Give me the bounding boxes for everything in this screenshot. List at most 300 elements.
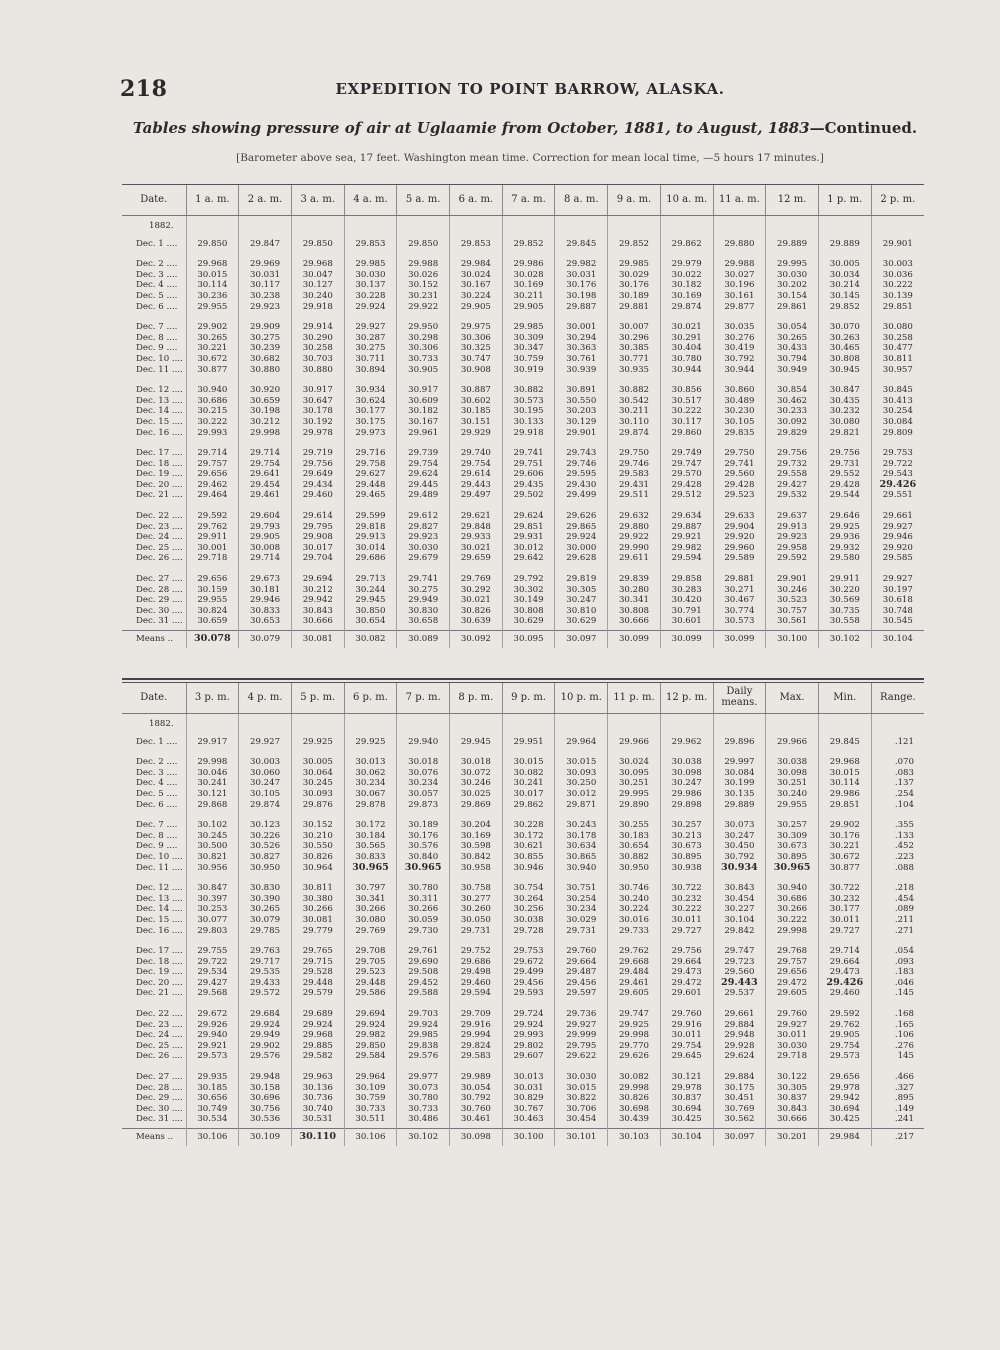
value-cell: 30.808	[502, 606, 555, 617]
value-cell: 29.614	[450, 469, 503, 480]
value-cell: 30.808	[818, 354, 871, 365]
value-cell: 30.054	[450, 1083, 503, 1094]
value-cell: 30.263	[818, 333, 871, 344]
value-cell: 29.716	[344, 441, 397, 459]
value-cell: 30.161	[713, 291, 766, 302]
value-cell: 29.860	[660, 428, 713, 442]
value-cell: 29.572	[239, 988, 292, 1002]
value-cell: 30.265	[239, 904, 292, 915]
empty-cell	[397, 714, 450, 730]
value-cell: 30.215	[186, 406, 239, 417]
date-cell: Dec. 26 ....	[136, 1051, 183, 1062]
value-cell: 30.073	[713, 813, 766, 831]
date-cell: Dec. 20 ....	[136, 479, 183, 490]
value-cell: .137	[871, 778, 924, 789]
value-cell: 29.626	[608, 1051, 661, 1065]
date-cell: Dec. 1 ....	[136, 736, 178, 747]
value-cell: 29.986	[502, 252, 555, 270]
value-cell: 29.874	[239, 800, 292, 814]
column-header: 7 p. m.	[397, 683, 450, 714]
value-cell: 30.940	[555, 863, 608, 877]
value-cell: 29.997	[713, 750, 766, 768]
empty-cell	[871, 216, 924, 232]
value-cell: 29.978	[291, 428, 344, 442]
value-cell: 30.189	[608, 291, 661, 302]
value-cell: 29.932	[818, 543, 871, 554]
value-cell: 30.137	[344, 280, 397, 291]
value-cell: 30.080	[871, 315, 924, 333]
value-cell: 29.431	[608, 480, 661, 491]
value-cell: 29.911	[186, 532, 239, 543]
value-cell: 29.634	[660, 504, 713, 522]
value-cell: 29.918	[291, 302, 344, 316]
value-cell: 29.523	[344, 967, 397, 978]
value-cell: 30.761	[555, 354, 608, 365]
empty-cell	[502, 216, 555, 232]
value-cell: 30.754	[502, 876, 555, 894]
value-cell: 30.244	[344, 585, 397, 596]
value-cell: 29.853	[450, 232, 503, 253]
value-cell: 30.746	[608, 876, 661, 894]
value-cell: 30.419	[713, 343, 766, 354]
empty-cell	[608, 216, 661, 232]
value-cell: 29.722	[186, 957, 239, 968]
value-cell: 30.624	[344, 396, 397, 407]
empty-cell	[871, 714, 924, 730]
value-cell: 29.656	[766, 967, 819, 978]
value-cell: 29.741	[397, 567, 450, 585]
value-cell: 30.467	[713, 595, 766, 606]
value-cell: .211	[871, 915, 924, 926]
value-cell: 30.062	[344, 768, 397, 779]
value-cell: 29.456	[502, 978, 555, 989]
table-row	[122, 1065, 924, 1083]
value-cell: 29.985	[502, 315, 555, 333]
value-cell: 29.922	[608, 532, 661, 543]
value-cell: 29.924	[502, 1020, 555, 1031]
value-cell: 29.769	[450, 567, 503, 585]
means-value: 30.092	[450, 631, 503, 648]
pressure-table-morning	[122, 184, 924, 648]
value-cell: 30.198	[555, 291, 608, 302]
value-cell: 30.005	[818, 252, 871, 270]
value-cell: .054	[871, 939, 924, 957]
value-cell: 29.904	[713, 522, 766, 533]
value-cell: 29.998	[239, 428, 292, 442]
value-cell: 29.605	[608, 988, 661, 1002]
value-cell: 29.534	[186, 967, 239, 978]
value-cell: 30.287	[344, 333, 397, 344]
value-cell: 29.535	[239, 967, 292, 978]
value-cell: 30.121	[660, 1065, 713, 1083]
table-row	[122, 343, 924, 354]
value-cell: 30.780	[660, 354, 713, 365]
value-cell: 29.445	[397, 480, 450, 491]
value-cell: 30.260	[450, 904, 503, 915]
value-cell: 29.968	[186, 252, 239, 270]
value-cell: 30.957	[871, 365, 924, 379]
table-row	[122, 406, 924, 417]
value-cell: 29.950	[397, 315, 450, 333]
value-cell: 29.960	[713, 543, 766, 554]
value-cell: 30.767	[502, 1104, 555, 1115]
value-cell: 30.254	[871, 406, 924, 417]
value-cell: 30.136	[291, 1083, 344, 1094]
value-cell: 30.821	[186, 852, 239, 863]
value-cell: 30.211	[502, 291, 555, 302]
date-cell: Dec. 29 ....	[136, 595, 183, 606]
means-value: 30.201	[766, 1129, 819, 1146]
date-cell: Dec. 27 ....	[136, 1072, 183, 1083]
value-cell: 30.686	[186, 396, 239, 407]
value-cell: 29.705	[344, 957, 397, 968]
value-cell: 29.715	[291, 957, 344, 968]
value-cell: 29.982	[555, 252, 608, 270]
column-header-date: Date.	[122, 683, 186, 714]
value-cell: 30.882	[502, 378, 555, 396]
value-cell: 29.628	[555, 553, 608, 567]
value-cell: 29.532	[766, 490, 819, 504]
value-cell: 29.460	[291, 490, 344, 504]
value-cell: 29.604	[239, 504, 292, 522]
value-cell: 30.228	[344, 291, 397, 302]
value-cell: 30.463	[502, 1114, 555, 1128]
date-cell: Dec. 10 ....	[136, 851, 183, 862]
value-cell: 30.018	[397, 750, 450, 768]
value-cell: 29.973	[344, 428, 397, 442]
table-row	[122, 1002, 924, 1020]
value-cell: 30.296	[608, 333, 661, 344]
value-cell: 30.634	[555, 841, 608, 852]
value-cell: 29.847	[239, 232, 292, 253]
date-cell: Dec. 22 ....	[136, 511, 183, 522]
value-cell: 29.998	[608, 1083, 661, 1094]
date-cell: Dec. 5 ....	[136, 788, 178, 799]
value-cell: 29.862	[502, 800, 555, 814]
value-cell: 29.850	[397, 232, 450, 253]
value-cell: 30.202	[766, 280, 819, 291]
value-cell: 29.718	[766, 1051, 819, 1065]
value-cell: 29.756	[660, 939, 713, 957]
value-cell: 29.884	[713, 1065, 766, 1083]
value-cell: 30.748	[871, 606, 924, 617]
value-cell: 30.029	[555, 915, 608, 926]
value-cell: 29.839	[608, 567, 661, 585]
value-cell: 29.852	[502, 232, 555, 253]
value-cell: 30.070	[818, 315, 871, 333]
value-cell: 30.294	[555, 333, 608, 344]
value-cell: 30.958	[450, 863, 503, 877]
value-cell: 30.176	[608, 280, 661, 291]
value-cell: 30.882	[608, 378, 661, 396]
means-row	[122, 1129, 924, 1146]
value-cell: 30.031	[502, 1083, 555, 1094]
value-cell: 29.986	[660, 789, 713, 800]
value-cell: 30.001	[555, 315, 608, 333]
value-cell: 30.031	[239, 270, 292, 281]
value-cell: 30.792	[713, 354, 766, 365]
date-cell: Dec. 23 ....	[136, 521, 183, 532]
value-cell: 30.686	[766, 894, 819, 905]
value-cell: 30.950	[239, 863, 292, 877]
empty-cell	[555, 216, 608, 232]
table-row	[122, 291, 924, 302]
value-cell: .093	[871, 957, 924, 968]
value-cell: 30.920	[239, 378, 292, 396]
value-cell: 30.837	[660, 1093, 713, 1104]
value-cell: 29.456	[555, 978, 608, 989]
value-cell: 29.714	[239, 553, 292, 567]
value-cell: 29.762	[186, 522, 239, 533]
value-cell: 30.247	[555, 595, 608, 606]
value-cell: 29.727	[818, 926, 871, 940]
value-cell: .070	[871, 750, 924, 768]
value-cell: 30.178	[555, 831, 608, 842]
column-header: 5 p. m.	[291, 683, 344, 714]
value-cell: 29.464	[186, 490, 239, 504]
value-cell: 29.576	[239, 1051, 292, 1065]
value-cell: 29.543	[871, 469, 924, 480]
value-cell: 29.862	[660, 232, 713, 253]
value-cell: 29.511	[608, 490, 661, 504]
value-cell: 29.982	[660, 543, 713, 554]
value-cell: 29.851	[818, 800, 871, 814]
value-cell: 29.924	[239, 1020, 292, 1031]
value-cell: 29.487	[555, 967, 608, 978]
means-value: 30.082	[344, 631, 397, 648]
value-cell: 30.826	[608, 1093, 661, 1104]
value-cell: 29.659	[450, 553, 503, 567]
value-cell: 30.015	[818, 768, 871, 779]
date-cell: Dec. 21 ....	[136, 490, 183, 501]
value-cell: 29.573	[186, 1051, 239, 1065]
column-header: 8 a. m.	[555, 185, 608, 216]
table-row	[122, 543, 924, 554]
value-cell: 30.016	[608, 915, 661, 926]
value-cell: 29.979	[660, 252, 713, 270]
value-cell: .254	[871, 789, 924, 800]
value-cell: 29.624	[713, 1051, 766, 1065]
value-cell: 30.025	[450, 789, 503, 800]
value-cell: 29.427	[766, 480, 819, 491]
table-row	[122, 1041, 924, 1052]
value-cell: 29.927	[239, 730, 292, 751]
value-cell: 29.607	[502, 1051, 555, 1065]
value-cell: 30.238	[239, 291, 292, 302]
column-header: 7 a. m.	[502, 185, 555, 216]
value-cell: 30.550	[291, 841, 344, 852]
value-cell: 29.694	[291, 567, 344, 585]
empty-cell	[397, 216, 450, 232]
value-cell: 29.722	[871, 459, 924, 470]
value-cell: 30.735	[818, 606, 871, 617]
means-value: 30.099	[713, 631, 766, 648]
value-cell: 30.397	[186, 894, 239, 905]
value-cell: 30.292	[450, 585, 503, 596]
value-cell: 29.925	[344, 730, 397, 751]
value-cell: 29.874	[660, 302, 713, 316]
value-cell: 29.656	[818, 1065, 871, 1083]
value-cell: 30.018	[450, 750, 503, 768]
value-cell: 29.905	[239, 532, 292, 543]
value-cell: 29.641	[239, 469, 292, 480]
date-cell: Dec. 15 ....	[136, 416, 183, 427]
value-cell: 29.935	[186, 1065, 239, 1083]
value-cell: 30.425	[818, 1114, 871, 1128]
value-cell: 29.642	[502, 553, 555, 567]
empty-cell	[186, 714, 239, 730]
value-cell: 30.780	[397, 876, 450, 894]
value-cell: 30.573	[502, 396, 555, 407]
table-row	[122, 490, 924, 504]
value-cell: 30.840	[397, 852, 450, 863]
value-cell: 30.935	[608, 365, 661, 379]
column-header: 11 a. m.	[713, 185, 766, 216]
value-cell: 29.584	[344, 1051, 397, 1065]
value-cell: 30.233	[766, 406, 819, 417]
empty-cell	[450, 714, 503, 730]
value-cell: 30.758	[450, 876, 503, 894]
value-cell: 30.639	[450, 616, 503, 630]
value-cell: 29.740	[450, 441, 503, 459]
value-cell: 30.956	[186, 863, 239, 877]
empty-cell	[660, 714, 713, 730]
value-cell: 30.629	[502, 616, 555, 630]
value-cell: 29.686	[344, 553, 397, 567]
table-row	[122, 595, 924, 606]
value-cell: 30.034	[818, 270, 871, 281]
means-value: 30.097	[555, 631, 608, 648]
value-cell: 29.614	[291, 504, 344, 522]
value-cell: 30.413	[871, 396, 924, 407]
value-cell: 30.079	[239, 915, 292, 926]
means-value: 30.106	[186, 1129, 239, 1146]
value-cell: 30.036	[871, 270, 924, 281]
value-cell: 30.253	[186, 904, 239, 915]
value-cell: 30.944	[713, 365, 766, 379]
value-cell: 29.889	[818, 232, 871, 253]
value-cell: .327	[871, 1083, 924, 1094]
value-cell: 30.098	[766, 768, 819, 779]
value-cell: 29.848	[450, 522, 503, 533]
value-cell: 29.890	[608, 800, 661, 814]
means-value: 30.098	[450, 1129, 503, 1146]
value-cell: 29.746	[608, 459, 661, 470]
date-cell: Dec. 7 ....	[136, 820, 178, 831]
value-cell: 29.880	[713, 232, 766, 253]
value-cell: 29.724	[502, 1002, 555, 1020]
value-cell: 29.889	[766, 232, 819, 253]
value-cell: 30.246	[766, 585, 819, 596]
value-cell: 30.722	[660, 876, 713, 894]
value-cell: 30.794	[766, 354, 819, 365]
value-cell: 29.966	[766, 730, 819, 751]
value-cell: 30.030	[344, 270, 397, 281]
value-cell: 29.990	[608, 543, 661, 554]
value-cell: 30.236	[186, 291, 239, 302]
value-cell: 29.599	[344, 504, 397, 522]
value-cell: 30.000	[555, 543, 608, 554]
means-value: 30.078	[186, 631, 239, 648]
means-value: 30.100	[766, 631, 819, 648]
value-cell: 30.192	[291, 417, 344, 428]
date-cell: Dec. 2 ....	[136, 757, 178, 768]
value-cell: 30.011	[660, 915, 713, 926]
value-cell: 30.621	[502, 841, 555, 852]
column-header: 10 a. m.	[660, 185, 713, 216]
value-cell: 29.756	[818, 441, 871, 459]
value-cell: .089	[871, 904, 924, 915]
value-cell: 30.177	[344, 406, 397, 417]
value-cell: 29.785	[239, 926, 292, 940]
means-value: 30.079	[239, 631, 292, 648]
value-cell: 29.592	[186, 504, 239, 522]
value-cell: 30.940	[186, 378, 239, 396]
value-cell: 29.995	[608, 789, 661, 800]
value-cell: 30.760	[450, 1104, 503, 1115]
value-cell: 29.877	[713, 302, 766, 316]
value-cell: 30.404	[660, 343, 713, 354]
value-cell: 30.647	[291, 396, 344, 407]
date-cell: Dec. 8 ....	[136, 332, 178, 343]
value-cell: 30.266	[397, 904, 450, 915]
value-cell: 30.749	[186, 1104, 239, 1115]
value-cell: 29.739	[397, 441, 450, 459]
value-cell: 29.426	[818, 978, 871, 989]
value-cell: 29.802	[502, 1041, 555, 1052]
value-cell: 29.672	[502, 957, 555, 968]
value-cell: 29.852	[818, 302, 871, 316]
value-cell: 29.946	[239, 595, 292, 606]
value-cell: 29.594	[660, 553, 713, 567]
table-row	[122, 365, 924, 379]
value-cell: .145	[871, 988, 924, 1002]
value-cell: 30.135	[713, 789, 766, 800]
value-cell: 30.145	[818, 291, 871, 302]
value-cell: 29.622	[555, 1051, 608, 1065]
table-row	[122, 876, 924, 894]
value-cell: .466	[871, 1065, 924, 1083]
value-cell: 29.448	[344, 978, 397, 989]
empty-cell	[766, 216, 819, 232]
value-cell: 30.298	[397, 333, 450, 344]
value-cell: 30.811	[291, 876, 344, 894]
value-cell: 30.232	[660, 894, 713, 905]
value-cell: 30.159	[186, 585, 239, 596]
value-cell: 30.666	[766, 1114, 819, 1128]
value-cell: 30.659	[239, 396, 292, 407]
value-cell: 29.719	[291, 441, 344, 459]
value-cell: 29.905	[450, 302, 503, 316]
value-cell: 29.928	[713, 1041, 766, 1052]
value-cell: 30.511	[344, 1114, 397, 1128]
value-cell: 29.454	[239, 480, 292, 491]
value-cell: 30.246	[450, 778, 503, 789]
value-cell: 29.435	[502, 480, 555, 491]
value-cell: 29.850	[344, 1041, 397, 1052]
value-cell: 30.210	[291, 831, 344, 842]
value-cell: 30.196	[713, 280, 766, 291]
value-cell: 30.129	[555, 417, 608, 428]
value-cell: .276	[871, 1041, 924, 1052]
date-cell: Dec. 29 ....	[136, 1093, 183, 1104]
value-cell: 30.733	[397, 354, 450, 365]
value-cell: .271	[871, 926, 924, 940]
value-cell: 29.955	[186, 302, 239, 316]
value-cell: 29.901	[766, 567, 819, 585]
value-cell: 30.093	[555, 768, 608, 779]
value-cell: 30.092	[766, 417, 819, 428]
